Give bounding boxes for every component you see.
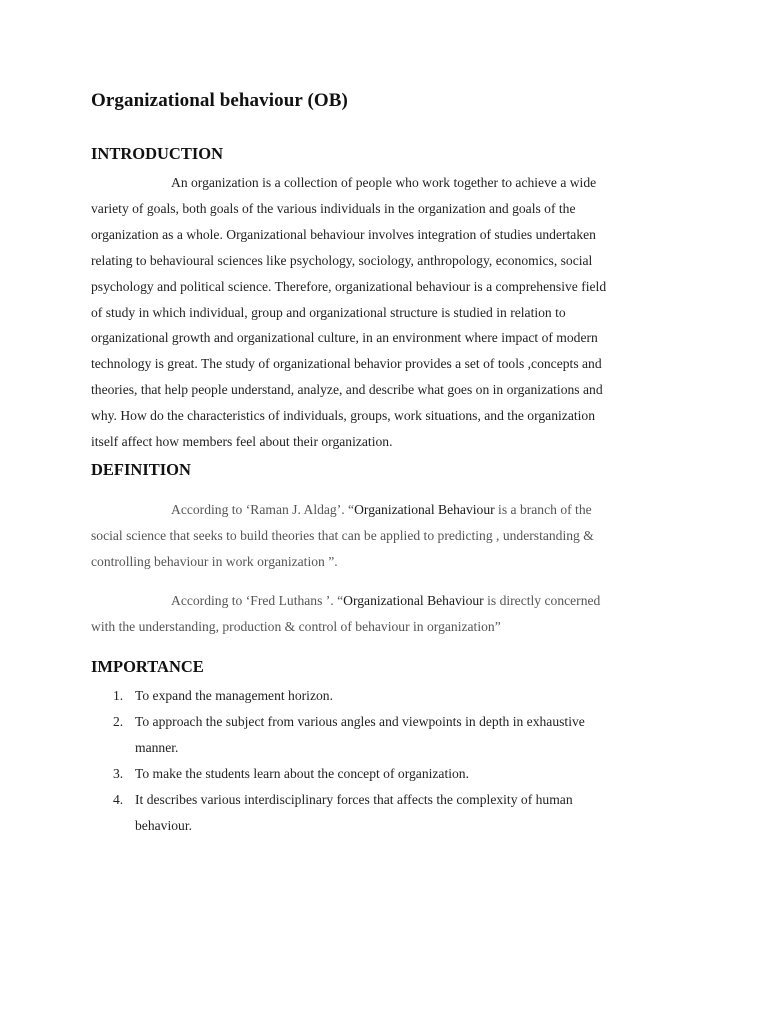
- intro-line: of study in which individual, group and organizational structure is studied in relation to: [91, 304, 566, 320]
- quote-line: [91, 497, 666, 523]
- definition-heading: DEFINITION: [91, 460, 191, 479]
- list-item-text: manner.: [135, 739, 179, 755]
- definition-quote-luthans: [91, 588, 666, 640]
- intro-line: variety of goals, both goals of the various individuals in the organization and goals of the: [91, 200, 576, 216]
- list-number: 1.: [113, 688, 124, 703]
- intro-line: organizational growth and organizational culture, in an environment where impact of modern: [91, 330, 598, 346]
- quote-line: [91, 588, 666, 614]
- quote-term: Organizational Behaviour: [343, 593, 484, 608]
- quote-line: social science that seeks to build theories that can be applied to predicting , understanding &: [91, 528, 594, 543]
- quote-continuation: is a branch of the: [494, 502, 592, 517]
- introduction-paragraph: [91, 170, 666, 455]
- intro-line: itself affect how members feel about their organization.: [91, 434, 393, 450]
- intro-line: technology is great. The study of organizational behavior provides a set of tools ,concepts and: [91, 356, 602, 372]
- list-item-text: To make the students learn about the concept of organization.: [135, 765, 470, 781]
- importance-heading: IMPORTANCE: [91, 657, 204, 676]
- list-item: [91, 709, 666, 761]
- list-item: [91, 761, 666, 787]
- quote-attribution: According to ‘Raman J. Aldag’. “: [171, 502, 355, 517]
- list-item-text: behaviour.: [135, 817, 193, 833]
- list-number: 4.: [113, 791, 124, 807]
- quote-line: with the understanding, production & control of behaviour in organization”: [91, 619, 501, 634]
- quote-term: Organizational Behaviour: [354, 502, 495, 517]
- introduction-heading: INTRODUCTION: [91, 144, 224, 163]
- quote-continuation: is directly concerned: [483, 593, 601, 608]
- definition-quote-aldag: [91, 497, 666, 575]
- intro-line: why. How do the characteristics of individuals, groups, work situations, and the organization: [91, 408, 595, 424]
- list-item-text: It describes various interdisciplinary forces that affects the complexity of human: [135, 791, 573, 807]
- intro-line: psychology and political science. Therefore, organizational behaviour is a comprehensive field: [91, 278, 607, 294]
- page-title: Organizational behaviour (OB): [91, 90, 348, 111]
- quote-attribution: According to ‘Fred Luthans ’. “: [171, 593, 344, 608]
- intro-line: An organization is a collection of people who work together to achieve a wide: [171, 175, 597, 190]
- quote-line: controlling behaviour in work organization ”.: [91, 554, 338, 569]
- list-item-text: To expand the management horizon.: [135, 688, 333, 703]
- intro-line: theories, that help people understand, analyze, and describe what goes on in organizations and: [91, 382, 603, 398]
- list-item: [91, 787, 666, 839]
- intro-line: relating to behavioural sciences like psychology, sociology, anthropology, economics, social: [91, 252, 593, 268]
- importance-list: [91, 683, 666, 838]
- intro-line: organization as a whole. Organizational behaviour involves integration of studies undertaken: [91, 226, 596, 242]
- list-number: 2.: [113, 713, 124, 729]
- list-number: 3.: [113, 765, 124, 781]
- list-item-text: To approach the subject from various angles and viewpoints in depth in exhaustive: [135, 713, 585, 729]
- list-item: [91, 683, 666, 709]
